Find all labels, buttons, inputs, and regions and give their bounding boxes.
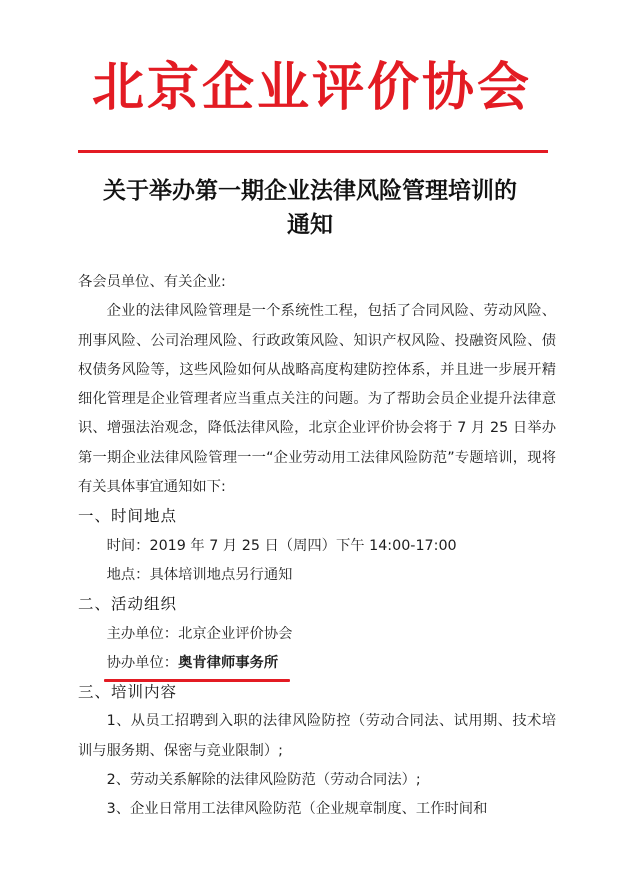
salutation: 各会员单位、有关企业:: [78, 274, 226, 290]
document-title-line-1: 关于举办第一期企业法律风险管理培训的: [103, 177, 517, 204]
cohost-line: [107, 649, 279, 678]
content-item-1: 1、从员工招聘到入职的法律风险防控（劳动合同法、试用期、技术培训与服务期、保密与竞业限制）;: [78, 713, 556, 759]
document-body: [78, 268, 556, 825]
letterhead-red-rule: [78, 150, 548, 153]
org-letterhead-title: 北京企业评价协会: [91, 57, 532, 118]
section-heading-organization: 二、活动组织: [78, 595, 178, 614]
time-line: 时间：2019 年 7 月 25 日（周四）下午 14:00-17:00: [106, 537, 457, 554]
place-line: 地点：具体培训地点另行通知: [106, 566, 293, 583]
red-underline-annotation: [104, 679, 291, 682]
content-item-3: 3、企业日常用工法律风险防范（企业规章制度、工作时间和: [106, 801, 488, 818]
intro-paragraph: 企业的法律风险管理是一个系统性工程，包括了合同风险、劳动风险、刑事风险、公司治理风险、行政政策风险、知识产权风险、投融资风险、债权债务风险等，这些风险如何从战略高度构建防控体系，并且进一步展开精细化管理是企业管理者应当重点关注的问题。为了帮助会员企业提升法律意识、增强法治观念，降低法律风险，北京企业评价协会将于 7 月 25 日举办第一期企业法律风险管理一一“企业劳动用工法律风险防范”专题培训，现将有关具体事宜通知如下:: [78, 303, 556, 496]
document-title-line-2: 通知: [287, 211, 333, 238]
content-item-2: 2、劳动关系解除的法律风险防范（劳动合同法）;: [106, 772, 421, 789]
document-title: [60, 174, 560, 242]
cohost-label: 协办单位：: [106, 654, 179, 671]
section-heading-content: 三、培训内容: [78, 683, 178, 702]
section-heading-time-place: 一、时间地点: [78, 507, 178, 526]
cohost-value: 奥肯律师事务所: [178, 654, 279, 671]
host-line: 主办单位：北京企业评价协会: [106, 625, 293, 642]
cohost-row: [78, 649, 556, 678]
